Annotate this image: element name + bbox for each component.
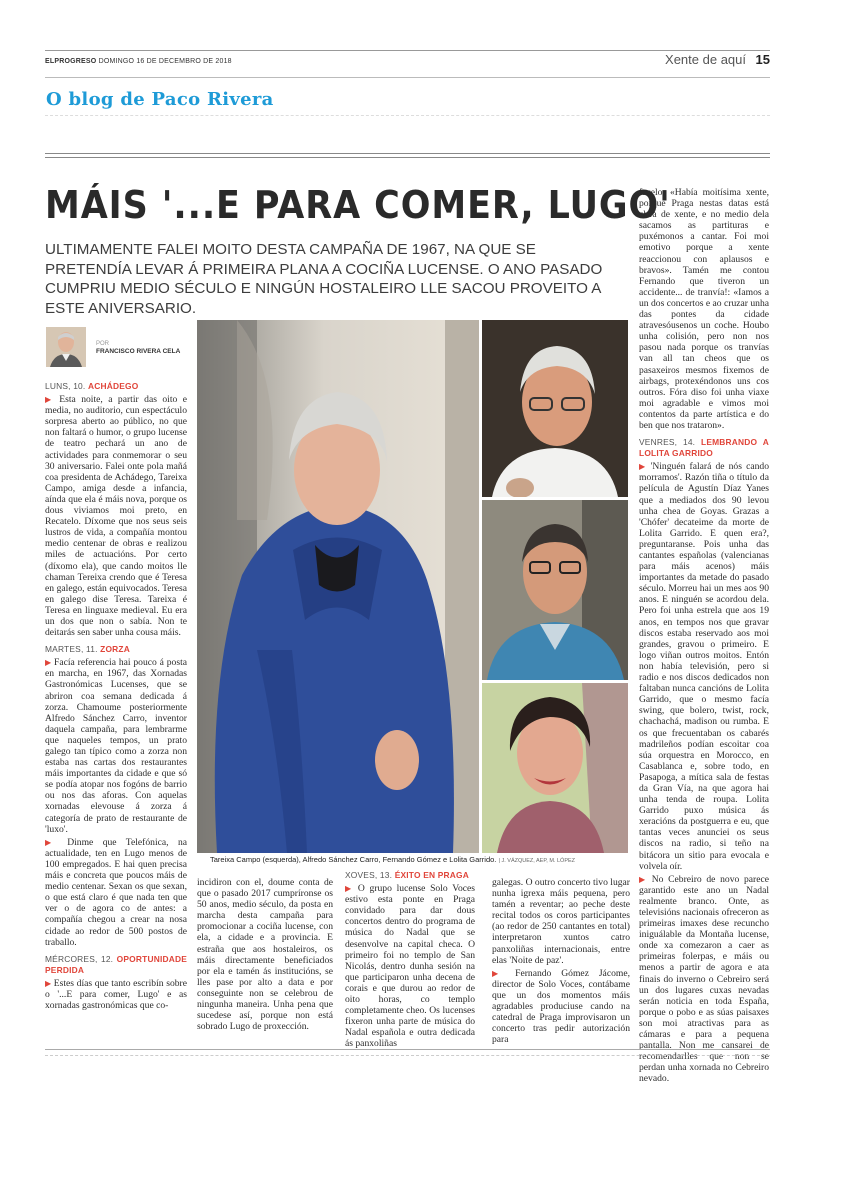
day-heading bbox=[45, 381, 187, 392]
photo-credit: | J. VÁZQUEZ, AEP, M. LÓPEZ bbox=[498, 858, 576, 864]
paragraph bbox=[639, 461, 769, 871]
triangle-bullet-icon: ▶ bbox=[45, 395, 60, 405]
headline: MÁIS '...E PARA COMER, LUGO' bbox=[45, 183, 671, 227]
paragraph-text: incidiron con el, doume conta de que o pasado 2017 cumpríronse os 50 anos, medio século, da posta en marcha desta campaña para promocionar a cociña lucense, con ela, a cidade e a provincia. E estraña que aos hostaleiros, os máis directamente beneficiados por ela e tamén ás institucións, se lles pase por alto a data e por conseguinte non se celebrou de ningunha maneira. Unha pena que sucedese así, porque non está sobrado Lugo de proxección. bbox=[197, 877, 333, 1033]
paragraph bbox=[197, 877, 333, 1032]
day-topic: LEMBRANDO A LOLITA GARRIDO bbox=[639, 437, 770, 459]
paragraph bbox=[345, 883, 475, 1049]
paragraph bbox=[639, 874, 769, 1085]
paragraph-text: Fernando Gómez Jácome, director de Solo Voces, contábame que un dos momentos máis agradables produciuse cando na catedral de Praga improvisaron un concerto tras pedir autorización para bbox=[492, 967, 630, 1046]
masthead-rule bbox=[45, 77, 770, 78]
paragraph-text: Facía referencia hai pouco á posta en marcha, en 1967, das Xornadas Gastronómicas Lucenses, que se abriron coa semana dedicada á zorza. Chamoume posteriormente Alfredo Sánchez Carro, inventor daquela campaña, para lembrarme que naqueles tempos, un prato galego tan típico como a zorza non estaba nas cartas dos restaurantes máis importantes da cidade e que só se podía atopar nos fogóns de barrio ou nos das aforas. Con aquelas xornadas elevouse á zorza á categoría de prato de restaurante de 'luxo'. bbox=[45, 657, 187, 835]
day-topic: ÉXITO EN PRAGA bbox=[394, 870, 469, 880]
day-heading bbox=[639, 437, 769, 459]
triangle-bullet-icon: ▶ bbox=[45, 978, 54, 988]
paper-date-line bbox=[45, 58, 232, 65]
day-topic: OPORTUNIDADE PERDIDA bbox=[45, 953, 188, 975]
day-topic: ZORZA bbox=[100, 644, 130, 655]
blog-rule bbox=[45, 115, 770, 116]
column-2 bbox=[197, 877, 333, 1034]
triangle-bullet-icon: ▶ bbox=[639, 874, 652, 884]
footer-rule-bottom bbox=[45, 1055, 770, 1056]
paper-name: ELPROGRESO bbox=[45, 58, 97, 65]
day-label: XOVES, 13. bbox=[345, 870, 393, 880]
day-label: VENRES, 14. bbox=[639, 437, 696, 448]
day-topic: ACHÁDEGO bbox=[87, 381, 139, 391]
photo-lolita-garrido bbox=[482, 683, 628, 853]
photo-tareixa-campo bbox=[197, 320, 479, 853]
photo-alfredo-sanchez-carro bbox=[482, 320, 628, 497]
paragraph bbox=[492, 968, 630, 1046]
paragraph bbox=[639, 187, 769, 431]
paragraph bbox=[45, 394, 187, 638]
column-4 bbox=[492, 877, 630, 1047]
triangle-bullet-icon: ▶ bbox=[345, 884, 358, 894]
paragraph-text: Estes días que tanto escribín sobre o '...E para comer, Lugo' e as xornadas gastronómicas que co- bbox=[45, 977, 187, 1012]
section-name: Xente de aquí bbox=[665, 52, 746, 67]
headline-rule-bottom bbox=[45, 157, 770, 158]
author-name: FRANCISCO RIVERA CELA bbox=[96, 348, 181, 355]
triangle-bullet-icon: ▶ bbox=[45, 837, 68, 847]
blog-title: O blog de Paco Rivera bbox=[46, 89, 274, 110]
paragraph-text: O grupo lucense Solo Voces estivo esta ponte en Praga convidado para dar dous concertos dentro do programa de música do Nadal que se desenvolve na capital checa. O primeiro foi no templo de San Nicolás, dentro dunha sesión na que participaron unha decena de corais e que durou ao redor de oito horas, co templo completamente cheo. Os lucenses fixeron unha parte de música do Nadal española e outra dedicada ás panxoliñas bbox=[345, 883, 475, 1050]
top-rule bbox=[45, 50, 770, 51]
page-number: 15 bbox=[755, 52, 770, 67]
paragraph-text: No Cebreiro de novo parece garantido este ano un Nadal realmente branco. Onte, as televisións nacionais ofreceron as primeiras imaxes dese recuncho iniguálable da Montaña lucense, onde xa comezaron a caer as primeiras folerpas, e máis ou menos a partir de agora e ata finais do inverno o Cebreiro será un dos lugares cuxas nevadas serán noticia en toda España, porque o pobo e as súas paisaxes son moi atractivas para as cámaras e para a pequena pantalla. Non me cansarei de recomendarlles que non se perdan unha xornada no Cebreiro nevado. bbox=[639, 873, 769, 1085]
paragraph bbox=[45, 978, 187, 1011]
standfirst: ULTIMAMENTE FALEI MOITO DESTA CAMPAÑA DE 1967, NA QUE SE PRETENDÍA LEVAR Á PRIMEIRA PLANA A COCIÑA LUCENSE. O ANO PASADO CUMPRIU MEDIO SÉCULO E NINGÚN HOSTALEIRO LLE SACOU PROVEITO A ESTE ANIVERSARIO. bbox=[45, 241, 603, 317]
column-5 bbox=[639, 187, 769, 1087]
day-label: LUNS, 10. bbox=[45, 381, 86, 391]
author-byline bbox=[96, 340, 186, 356]
triangle-bullet-icon: ▶ bbox=[639, 462, 651, 472]
paragraph-text: Esta noite, a partir das oito e media, no auditorio, cun espectáculo sorpresa aberto ao público, no que non faltará o humor, o grupo lucense de teatro pechará un ano de actividades para conmemorar o seu 30 aniversario. Falei onte pola mañá coa presidenta de Achádego, Tareixa Campo, amiga desde a infancia, aínda que ela é máis nova, porque os dous viviamos moi preto, en Recatelo. Díxome que nos seus seis lustros de vida, a compañía montou medio centenar de obras e realizou miles de actuacións. Por certo (díxomo ela), que cando moitos lle chaman Tereixa crendo que é Teresa en galego, están equivocados. Teresa en galego dise Teresa. Tareixa é Teresa en linguaxe medieval. Eu era un dos que non o sabía. Non te deitarás sen saber unha cousa máis. bbox=[45, 394, 188, 639]
author-photo bbox=[46, 327, 86, 367]
paragraph bbox=[45, 657, 187, 835]
triangle-bullet-icon: ▶ bbox=[45, 658, 55, 668]
paragraph-text: facelo: «Había moitísima xente, porque Praga nestas datas está chea de xente, e no medio dela sacamos as partituras e puxémonos a cantar. Foi moi emotivo porque a xente reaccionou con aplausos e bravos». Tamén me contou Fernando que tiveron un accidente... de tranvía!: «Iamos a un dos concertos e ao cruzar unha das pontes da cidade atravesóusenos un coche. Houbo unha colisión, pero non nos pasou nada porque os tranvías van all tan cheos que os pasaxeiros mesmos fixemos de airbags, protexéndonos uns cos outros. Fóra diso foi unha viaxe moi agradable e vimos moi contentos da parte artística e do ben que nos trataron». bbox=[639, 187, 769, 431]
masthead bbox=[45, 52, 770, 70]
paragraph bbox=[492, 877, 630, 966]
column-1 bbox=[45, 375, 187, 1013]
day-heading bbox=[45, 644, 187, 655]
photo-credit-text: J. VÁZQUEZ, AEP, M. LÓPEZ bbox=[501, 858, 576, 864]
paragraph-text: galegas. O outro concerto tivo lugar nunha igrexa máis pequena, pero tamén a reventar; ao peche deste recital todos os coros participantes (ao redor de 250 cantantes en total) interpretaron xuntos catro panxoliñas internacionais, entre elas 'Noite de paz'. bbox=[492, 877, 630, 966]
paragraph bbox=[45, 837, 187, 948]
issue-date: DOMINGO 16 DE DECEMBRO DE 2018 bbox=[98, 58, 232, 65]
paragraph-text: Dinme que Telefónica, na actualidade, ten en Lugo menos de 100 empregados. E hai quen precisa máis e concreta que poucos máis de medio centenar. Sexan os que sexan, o que está claro é que nada ten que ver o de agora co de antes: a compañía chegou a crear na nosa cidade ao redor de 500 postos de traballo. bbox=[45, 836, 188, 948]
day-label: MARTES, 11. bbox=[45, 644, 98, 655]
day-label: MÉRCORES, 12. bbox=[45, 953, 114, 964]
paragraph-text: 'Ninguén falará de nós cando morramos'. Razón tiña o título da película de Agustín Díaz Yanes que a mediados dos 90 levou unha chea de Goyas. Grazas a 'Chófer' decateime da morte de Lolita Garrido. E quen era?, preguntaranse. Pois unha das cantantes españolas (valencianas para máis acenos) máis importantes da metade do pasado século. Morreu hai un mes aos 90 anos. E ninguén se acordou dela. Pero foi unha estrela que aos 19 anos, en tempos nos que gravar discos estaba reservado aos moi grandes, gravou o primeiro. E logo viñan outros moitos. Entón non había televisión, pero si radio e nos discos dedicados non faltaban nunca cancións de Lolita Garrido, que o mesmo facía swing, que bolero, twist, rock, chachachá, madison ou rumba. E os que frecuentaban os cabarés madrileños podían escoitar coa súa orquestra en Morocco, en Casablanca e, sobre todo, en Pasapoga, a mítica sala de festas da Gran Vía, na que agora hai unha tenda de roupa. Lolita Garrido puxo música ás xeracións da postguerra e eu, que tantas veces anunciei os seus discos na radio, si teño na bitácora un sitio para evocala e volvela oír. bbox=[639, 461, 769, 872]
photo-fernando-gomez bbox=[482, 500, 628, 680]
author-by-label: POR bbox=[96, 341, 110, 347]
day-heading bbox=[345, 870, 475, 881]
triangle-bullet-icon: ▶ bbox=[492, 968, 516, 978]
day-heading bbox=[45, 954, 187, 976]
footer-rule-top bbox=[45, 1049, 770, 1050]
headline-rule-top bbox=[45, 153, 770, 154]
photo-caption bbox=[210, 855, 630, 864]
caption-text: Tareixa Campo (esquerda), Alfredo Sánchez Carro, Fernando Gómez e Lolita Garrido. bbox=[210, 855, 497, 864]
column-3 bbox=[345, 870, 475, 1052]
